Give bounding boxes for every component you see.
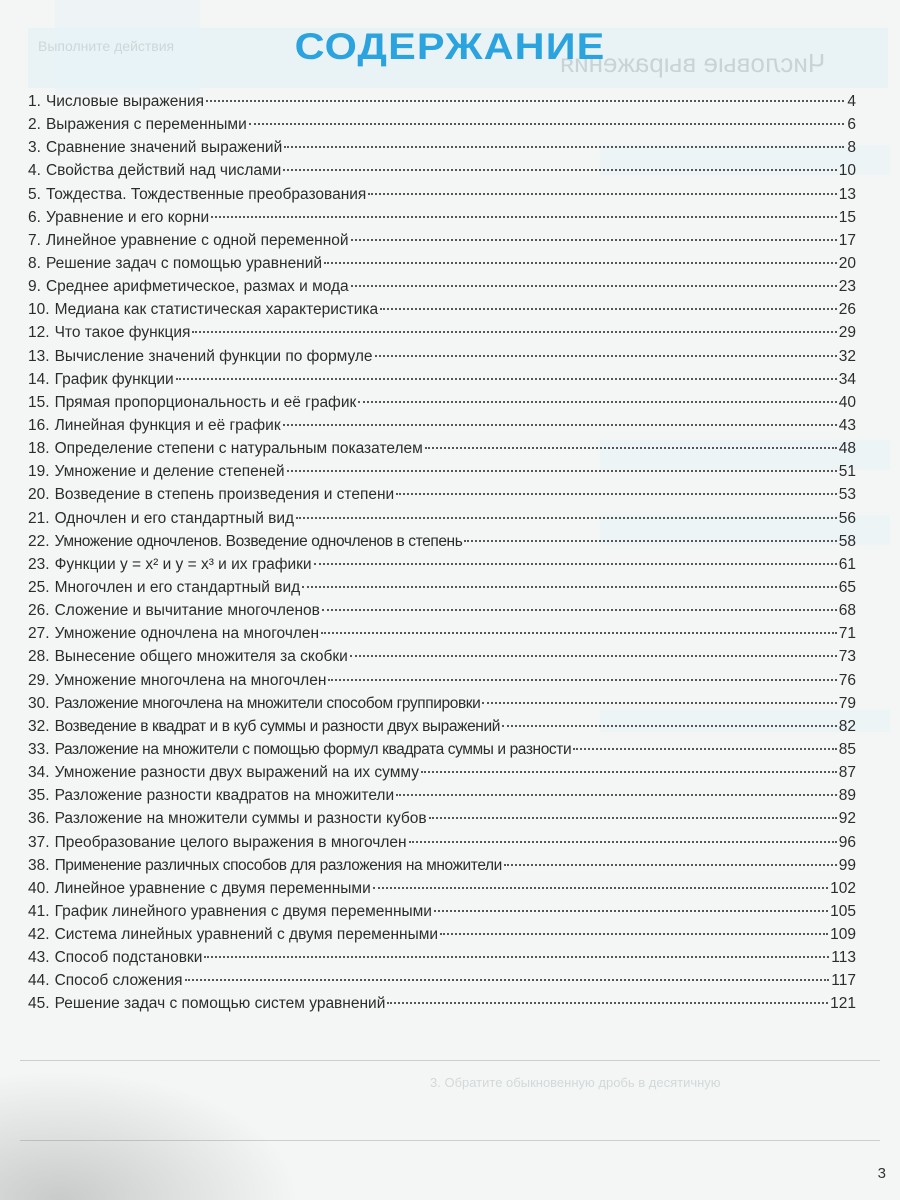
toc-entry-number: 15. (28, 393, 50, 411)
toc-entry-page: 79 (838, 694, 856, 712)
toc-entry-page: 43 (838, 416, 856, 434)
toc-entry-number: 38. (28, 856, 50, 874)
toc-entry-title: Вычисление значений функции по формуле (54, 347, 373, 365)
dot-leader (504, 864, 837, 866)
toc-entry-title: Линейное уравнение с одной переменной (45, 231, 349, 249)
toc-entry-page: 4 (847, 93, 856, 110)
dot-leader (185, 979, 830, 981)
dot-leader (380, 308, 837, 310)
toc-entry (28, 992, 856, 1015)
toc-entry (28, 692, 856, 715)
toc-entry-title: Способ сложения (54, 972, 183, 990)
toc-entry-number: 5. (28, 185, 41, 203)
toc-entry (28, 923, 856, 946)
toc-entry-number: 36. (28, 810, 50, 828)
toc-entry-page: 58 (838, 532, 856, 550)
toc-entry-number: 42. (28, 926, 50, 944)
toc-entry-page: 76 (838, 671, 856, 689)
toc-entry (28, 969, 856, 992)
toc-entry-title: Способ подстановки (54, 949, 203, 967)
toc-entry-title: Что такое функция (54, 324, 191, 342)
page-title: СОДЕРЖАНИЕ (294, 26, 606, 67)
dot-leader (249, 123, 844, 125)
toc-entry (28, 507, 856, 530)
toc-entry-number: 14. (28, 370, 50, 388)
toc-entry-page: 61 (838, 555, 856, 573)
toc-entry-page: 102 (830, 879, 856, 897)
toc-entry (28, 183, 856, 206)
toc-entry-number: 33. (28, 740, 50, 758)
dot-leader (296, 517, 837, 519)
bleed-through-text: 3. Обратите обыкновенную дробь в десятичную (430, 1075, 721, 1090)
toc-entry-number: 26. (28, 602, 50, 620)
toc-entry (28, 900, 856, 923)
toc-entry (28, 136, 856, 159)
toc-entry-number: 1. (28, 93, 41, 110)
toc-entry-title: Одночлен и его стандартный вид (54, 509, 295, 527)
toc-entry-number: 35. (28, 787, 50, 805)
dot-leader (368, 193, 836, 195)
dot-leader (192, 331, 836, 333)
toc-entry-page: 32 (838, 347, 856, 365)
toc-entry-page: 92 (838, 810, 856, 828)
toc-entry (28, 206, 856, 229)
toc-entry-number: 3. (28, 139, 41, 157)
toc-entry-page: 56 (838, 509, 856, 527)
toc-entry (28, 645, 856, 668)
bleed-through-rule (20, 1060, 880, 1061)
dot-leader (176, 378, 837, 380)
toc-entry-number: 2. (28, 116, 41, 134)
toc-entry-number: 44. (28, 972, 50, 990)
toc-entry (28, 669, 856, 692)
toc-entry-title: Разложение многочлена на множители способом группировки (54, 694, 481, 712)
toc-entry-number: 10. (28, 301, 50, 319)
toc-entry (28, 460, 856, 483)
dot-leader (358, 401, 836, 403)
toc-entry (28, 275, 856, 298)
toc-entry-number: 28. (28, 648, 50, 666)
toc-entry-page: 15 (838, 208, 856, 226)
toc-entry-page: 99 (838, 856, 856, 874)
toc-entry-page: 68 (838, 602, 856, 620)
toc-entry-number: 16. (28, 416, 50, 434)
dot-leader (375, 355, 837, 357)
toc-entry-page: 71 (838, 625, 856, 643)
toc-entry-page: 87 (838, 764, 856, 782)
toc-entry-page: 10 (838, 162, 856, 180)
dot-leader (482, 702, 836, 704)
toc-entry-number: 43. (28, 949, 50, 967)
toc-entry (28, 414, 856, 437)
toc-entry-title: Применение различных способов для разложения на множители (54, 856, 502, 874)
toc-entry-title: Решение задач с помощью уравнений (45, 254, 323, 272)
toc-entry-page: 117 (831, 972, 856, 990)
toc-entry-page: 53 (838, 486, 856, 504)
toc-entry-number: 13. (28, 347, 50, 365)
toc-entry-page: 51 (838, 463, 856, 481)
toc-entry (28, 530, 856, 553)
toc-entry-page: 13 (838, 185, 856, 203)
toc-entry-title: Свойства действий над числами (45, 162, 282, 180)
toc-entry (28, 368, 856, 391)
dot-leader (314, 563, 837, 565)
toc-entry (28, 784, 856, 807)
dot-leader (287, 470, 837, 472)
dot-leader (464, 540, 836, 542)
toc-entry-title: Определение степени с натуральным показателем (54, 440, 423, 458)
toc-entry-page: 17 (838, 231, 856, 249)
toc-entry (28, 90, 856, 113)
toc-entry (28, 553, 856, 576)
toc-entry-title: Числовые выражения (45, 93, 205, 110)
dot-leader (351, 239, 837, 241)
bleed-through-text: Выполните действия (38, 38, 175, 54)
toc-entry-title: График функции (54, 370, 174, 388)
toc-entry-number: 45. (28, 995, 50, 1013)
toc-entry-title: Возведение в степень произведения и степени (54, 486, 395, 504)
dot-leader (429, 817, 837, 819)
dot-leader (206, 100, 844, 102)
toc-entry-number: 27. (28, 625, 50, 643)
toc-entry-number: 40. (28, 879, 50, 897)
dot-leader (322, 609, 837, 611)
toc-entry-number: 9. (28, 278, 41, 296)
toc-entry (28, 321, 856, 344)
toc-entry-page: 65 (838, 578, 856, 596)
dot-leader (351, 285, 837, 287)
toc-entry-number: 30. (28, 694, 50, 712)
toc-entry-page: 40 (838, 393, 856, 411)
toc-entry (28, 599, 856, 622)
toc-entry-title: Многочлен и его стандартный вид (54, 578, 301, 596)
toc-entry-title: Функции y = x² и y = x³ и их графики (54, 555, 312, 573)
toc-entry-number: 18. (28, 440, 50, 458)
dot-leader (350, 655, 837, 657)
toc-entry-title: Умножение многочлена на многочлен (54, 671, 327, 689)
toc-entry-title: Умножение одночленов. Возведение одночленов в степень (54, 532, 463, 550)
dot-leader (373, 887, 828, 889)
dot-leader (421, 771, 837, 773)
toc-entry-number: 41. (28, 902, 50, 920)
toc-entry-title: Возведение в квадрат и в куб суммы и разности двух выражений (54, 717, 500, 735)
dot-leader (502, 725, 837, 727)
toc-entry-page: 105 (830, 902, 856, 920)
toc-entry-number: 34. (28, 764, 50, 782)
toc-entry-title: Уравнение и его корни (45, 208, 210, 226)
dot-leader (283, 169, 836, 171)
toc-entry (28, 715, 856, 738)
toc-entry (28, 229, 856, 252)
dot-leader (573, 748, 837, 750)
toc-entry-title: Прямая пропорциональность и её график (54, 393, 357, 411)
dot-leader (211, 216, 837, 218)
toc-entry (28, 483, 856, 506)
toc-entry-title: Линейное уравнение с двумя переменными (54, 879, 371, 897)
toc-entry-number: 23. (28, 555, 50, 573)
dot-leader (283, 424, 837, 426)
toc-entry-number: 32. (28, 717, 50, 735)
dot-leader (284, 146, 844, 148)
dot-leader (324, 262, 837, 264)
toc-entry-number: 22. (28, 532, 50, 550)
toc-entry (28, 877, 856, 900)
toc-entry-title: Разложение на множители суммы и разности кубов (54, 810, 427, 828)
toc-entry (28, 622, 856, 645)
toc-entry-page: 73 (838, 648, 856, 666)
toc-entry-title: Вынесение общего множителя за скобки (54, 648, 348, 666)
bleed-through-mirrored-heading: Числовые выражения (560, 48, 826, 78)
toc-entry (28, 345, 856, 368)
toc-entry-title: Решение задач с помощью систем уравнений (54, 995, 386, 1013)
toc-entry-page: 6 (847, 116, 856, 134)
dot-leader (321, 632, 837, 634)
toc-entry-title: Тождества. Тождественные преобразования (45, 185, 367, 203)
dot-leader (387, 1002, 828, 1004)
toc-entry-page: 113 (831, 949, 856, 967)
toc-entry-page: 89 (838, 787, 856, 805)
toc-entry (28, 831, 856, 854)
toc-entry-page: 26 (838, 301, 856, 319)
toc-entry-number: 8. (28, 254, 41, 272)
page-number: 3 (877, 1165, 886, 1182)
dot-leader (409, 841, 837, 843)
toc-entry-title: Умножение и деление степеней (54, 463, 285, 481)
toc-entry-page: 96 (838, 833, 856, 851)
toc-entry-number: 6. (28, 208, 41, 226)
toc-entry-title: Среднее арифметическое, размах и мода (45, 278, 349, 296)
toc-entry-page: 29 (838, 324, 856, 342)
toc-entry (28, 946, 856, 969)
toc-entry-page: 34 (838, 370, 856, 388)
toc-entry-title: Умножение одночлена на многочлен (54, 625, 320, 643)
toc-entry-title: График линейного уравнения с двумя переменными (54, 902, 432, 920)
toc-entry-title: Сравнение значений выражений (45, 139, 283, 157)
toc-entry (28, 113, 856, 136)
table-of-contents (28, 90, 856, 1016)
dot-leader (328, 679, 836, 681)
toc-entry (28, 437, 856, 460)
toc-entry-number: 20. (28, 486, 50, 504)
toc-entry-number: 19. (28, 463, 50, 481)
toc-entry (28, 298, 856, 321)
toc-entry (28, 807, 856, 830)
toc-entry (28, 159, 856, 182)
toc-entry-number: 12. (28, 324, 50, 342)
toc-entry (28, 854, 856, 877)
toc-entry-page: 109 (830, 926, 856, 944)
toc-entry (28, 738, 856, 761)
toc-entry-number: 7. (28, 231, 41, 249)
toc-entry-title: Умножение разности двух выражений на их сумму (54, 764, 419, 782)
toc-entry-page: 8 (847, 139, 856, 157)
toc-entry-number: 25. (28, 578, 50, 596)
toc-entry-page: 85 (838, 740, 856, 758)
toc-entry-page: 48 (838, 440, 856, 458)
dot-leader (302, 586, 837, 588)
toc-entry-title: Разложение разности квадратов на множители (54, 787, 395, 805)
toc-entry-title: Разложение на множители с помощью формул квадрата суммы и разности (54, 740, 572, 758)
toc-entry-number: 37. (28, 833, 50, 851)
toc-entry-number: 21. (28, 509, 50, 527)
scan-shadow (0, 1070, 300, 1200)
toc-entry-title: Линейная функция и её график (54, 416, 281, 434)
toc-entry (28, 576, 856, 599)
toc-entry-page: 23 (838, 278, 856, 296)
toc-entry-title: Система линейных уравнений с двумя переменными (54, 926, 439, 944)
toc-entry-title: Преобразование целого выражения в многочлен (54, 833, 407, 851)
toc-entry (28, 391, 856, 414)
dot-leader (396, 493, 837, 495)
dot-leader (440, 933, 828, 935)
toc-entry (28, 761, 856, 784)
toc-entry-title: Медиана как статистическая характеристика (54, 301, 379, 319)
toc-entry-title: Сложение и вычитание многочленов (54, 602, 320, 620)
dot-leader (434, 910, 828, 912)
dot-leader (396, 794, 837, 796)
toc-entry-page: 82 (838, 717, 856, 735)
toc-entry-page: 121 (830, 995, 856, 1013)
toc-entry-number: 4. (28, 162, 41, 180)
dot-leader (425, 447, 837, 449)
toc-entry (28, 252, 856, 275)
toc-entry-page: 20 (838, 254, 856, 272)
dot-leader (204, 956, 829, 958)
toc-entry-number: 29. (28, 671, 50, 689)
toc-entry-title: Выражения с переменными (45, 116, 247, 134)
